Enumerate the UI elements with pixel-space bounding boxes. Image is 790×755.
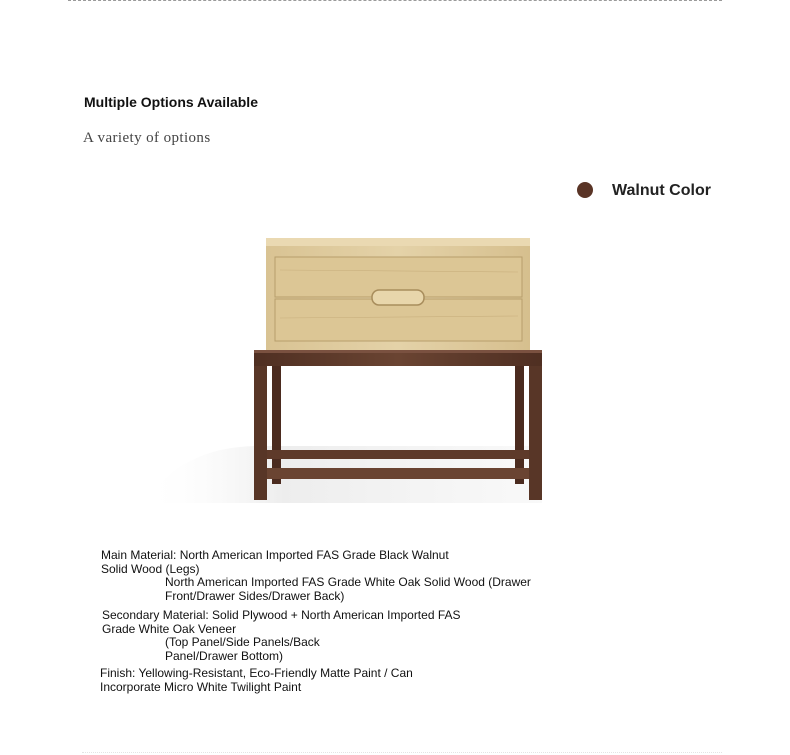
product-image xyxy=(140,228,560,518)
color-option-label: Walnut Color xyxy=(612,182,711,199)
spec-line: Front/Drawer Sides/Drawer Back) xyxy=(165,588,345,603)
bottom-divider xyxy=(82,752,722,753)
nightstand-image xyxy=(140,228,560,518)
spec-line: Main Material: North American Imported FAS Grade Black Walnut xyxy=(101,548,449,562)
spec-line: (Top Panel/Side Panels/Back xyxy=(165,635,320,649)
spec-line: Secondary Material: Solid Plywood + North American Imported FAS xyxy=(102,608,461,622)
top-divider xyxy=(68,0,722,1)
spec-line: North American Imported FAS Grade White Oak Solid Wood (Drawer xyxy=(165,575,531,589)
spec-line: Incorporate Micro White Twilight Paint xyxy=(100,679,302,694)
secondary-material-spec xyxy=(102,609,461,663)
section-subtitle: A variety of options xyxy=(83,130,211,146)
color-swatch-dot xyxy=(577,182,593,198)
section-title: Multiple Options Available xyxy=(84,94,258,110)
finish-spec xyxy=(100,667,413,694)
spec-line: Panel/Drawer Bottom) xyxy=(165,648,284,663)
spec-line: Finish: Yellowing-Resistant, Eco-Friendly Matte Paint / Can xyxy=(100,666,413,680)
spec-line: Grade White Oak Veneer xyxy=(102,621,237,636)
spec-line: Solid Wood (Legs) xyxy=(101,561,200,576)
main-material-spec xyxy=(101,549,531,603)
